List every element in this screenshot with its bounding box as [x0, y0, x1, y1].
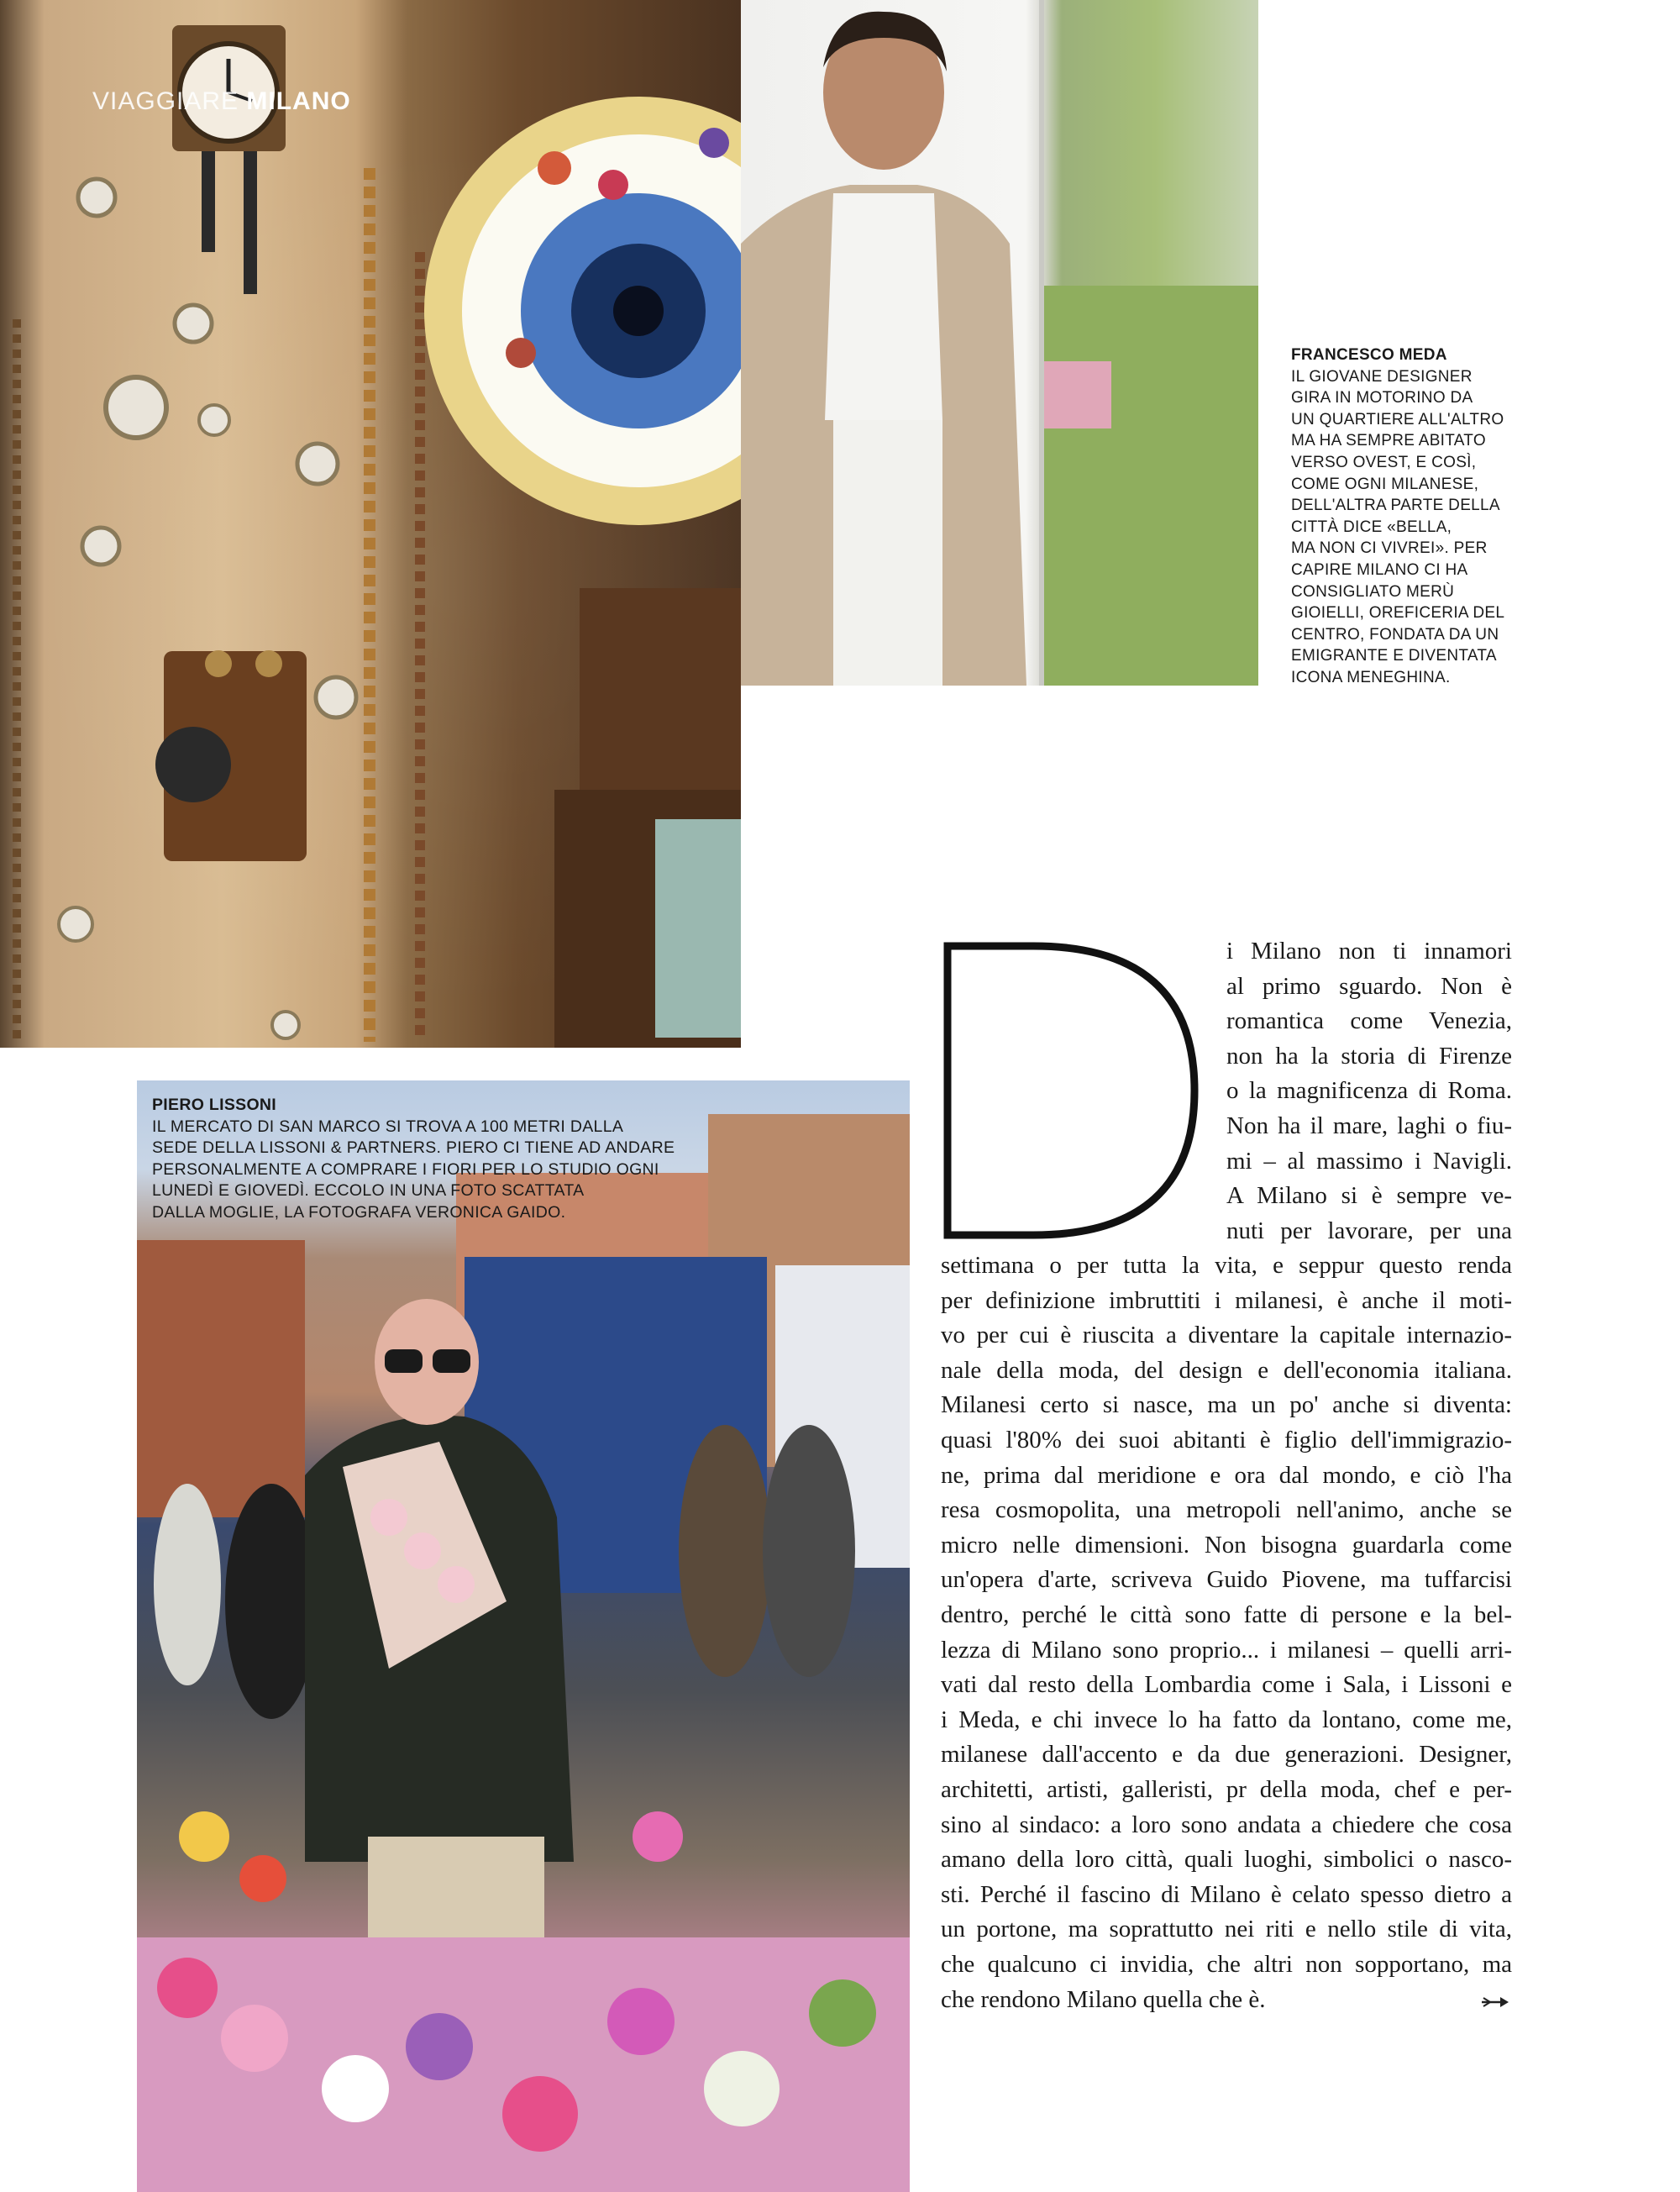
article-line: nale della moda, del design e dell'economia italiana.: [941, 1356, 1512, 1384]
article-body-narrow: [1226, 934, 1512, 1248]
caption-name: FRANCESCO MEDA: [1291, 346, 1447, 364]
article-body-wide: [941, 1248, 1512, 1982]
article-line: ne, prima dal meridione e ora dal mondo, e ciò l'ha: [941, 1461, 1512, 1489]
article-line: sino al sindaco: a loro sono andata a chiedere che cosa: [941, 1811, 1512, 1838]
market-illustration: [137, 1080, 910, 2192]
article-line: dentro, perché le città sono fatte di persone e la bel-: [941, 1601, 1512, 1628]
running-head-section: VIAGGIARE: [92, 87, 239, 115]
article-last-line: che rendono Milano quella che è.: [941, 1986, 1266, 2013]
article-line: settimana o per tutta la vita, e seppur questo renda: [941, 1252, 1512, 1279]
article-line: milanese dall'accento e da due generazioni. Designer,: [941, 1741, 1512, 1769]
article-line: i Milano non ti innamori: [1226, 938, 1512, 965]
article-line: per definizione imbruttiti i milanesi, è anche il moti-: [941, 1286, 1512, 1314]
article-line: che qualcuno ci invidia, che altri non sopportano, ma: [941, 1950, 1512, 1978]
article-line: A Milano si è sempre ve-: [1226, 1182, 1512, 1210]
article-line: un'opera d'arte, scriveva Guido Piovene, ma tuffarcisi: [941, 1566, 1512, 1594]
article-line: resa cosmopolita, una metropoli nell'animo, anche se: [941, 1496, 1512, 1524]
caption-text: IL MERCATO DI SAN MARCO SI TROVA A 100 METRI DALLA SEDE DELLA LISSONI & PARTNERS. PIERO CI TIENE AD ANDARE PERSONALMENTE A COMPRARE I FIORI PER LO STUDIO OGNI LUNEDÌ E GIOVEDÌ. ECCOLO IN UNA FOTO SCATTATA DALLA MOGLIE, LA FOTOGRAFA VERONICA GAIDO.: [152, 1117, 675, 1222]
article-line: i Meda, e chi invece lo ha fatto da lontano, come me,: [941, 1706, 1512, 1733]
article-line: sti. Perché il fascino di Milano è celato spesso dietro a: [941, 1880, 1512, 1908]
article-line: quasi l'80% dei suoi abitanti è figlio dell'immigrazio-: [941, 1426, 1512, 1453]
article-line: o la magnificenza di Roma.: [1226, 1077, 1512, 1105]
antiques-photo: [0, 0, 741, 1048]
portrait-illustration: [741, 0, 1258, 686]
article-line: mi – al massimo i Navigli.: [1226, 1147, 1512, 1175]
drop-cap-letter: [948, 946, 1194, 1235]
caption-piero-lissoni: [152, 1095, 706, 1224]
article-line: non ha la storia di Firenze: [1226, 1042, 1512, 1070]
article-line: architetti, artisti, galleristi, pr della moda, chef e per-: [941, 1775, 1512, 1803]
article-body-last-line: [941, 1983, 1512, 2018]
antiques-illustration: [0, 0, 741, 1048]
caption-name: PIERO LISSONI: [152, 1096, 277, 1114]
article-line: al primo sguardo. Non è: [1226, 972, 1512, 1000]
article-line: nuti per lavorare, per una: [1226, 1217, 1512, 1244]
article-line: lezza di Milano sono proprio... i milanesi – quelli arri-: [941, 1636, 1512, 1664]
article-line: micro nelle dimensioni. Non bisogna guardarla come: [941, 1531, 1512, 1559]
article-line: romantica come Venezia,: [1226, 1007, 1512, 1035]
article-line: Non ha il mare, laghi o fiu-: [1226, 1112, 1512, 1139]
running-head-city: MILANO: [246, 87, 351, 115]
continue-arrow-icon: [1480, 1995, 1510, 2010]
market-photo: [137, 1080, 910, 2192]
article-line: un portone, ma soprattutto nei riti e nello stile di vita,: [941, 1916, 1512, 1943]
caption-francesco-meda: [1291, 344, 1509, 689]
article-line: vati dal resto della Lombardia come i Sala, i Lissoni e: [941, 1671, 1512, 1699]
caption-text: IL GIOVANE DESIGNER GIRA IN MOTORINO DA UN QUARTIERE ALL'ALTRO MA HA SEMPRE ABITATO VERSO OVEST, E COSÌ, COME OGNI MILANESE, DELL'ALTRA PARTE DELLA CITTÀ DICE «BELLA, MA NON CI VIVREI». PER CAPIRE MILANO CI HA CONSIGLIATO MERÙ GIOIELLI, OREFICERIA DEL CENTRO, FONDATA DA UN EMIGRANTE E DIVENTATA ICONA MENEGHINA.: [1291, 367, 1505, 686]
portrait-photo: [741, 0, 1258, 686]
article-line: vo per cui è riuscita a diventare la capitale internazio-: [941, 1322, 1512, 1349]
running-head: [92, 87, 351, 116]
drop-cap: [941, 939, 1201, 1242]
article-line: amano della loro città, quali luoghi, simbolici o nasco-: [941, 1846, 1512, 1874]
article-line: Milanesi certo si nasce, ma un po' anche si diventa:: [941, 1391, 1512, 1419]
